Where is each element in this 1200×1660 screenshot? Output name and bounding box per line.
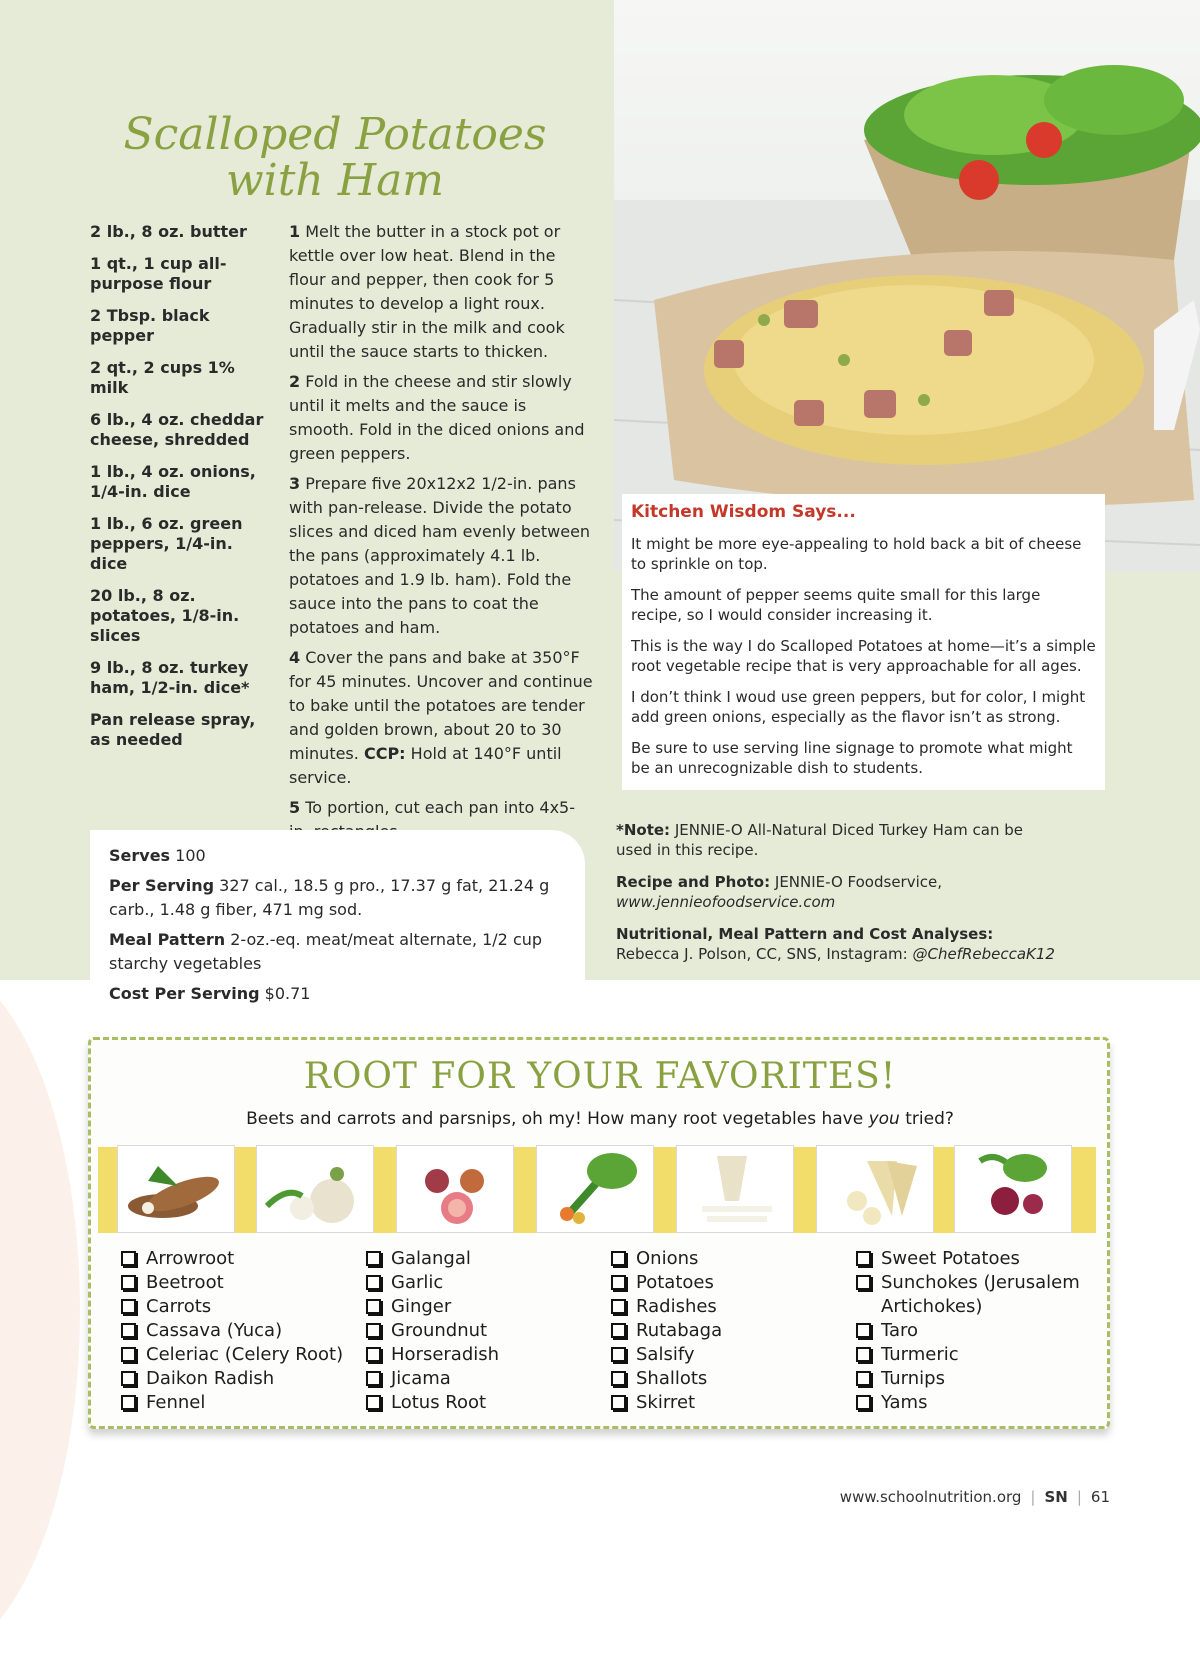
recipe-title-line1: Scalloped Potatoes xyxy=(123,109,547,160)
serves-label: Serves xyxy=(109,846,171,865)
step-text: Fold in the cheese and stir slowly until it melts and the sauce is smooth. Fold in the diced onions and green peppers. xyxy=(289,372,585,463)
recipe-title xyxy=(90,109,580,206)
checklist-item[interactable]: Lotus Root xyxy=(363,1391,591,1415)
step-number: 2 xyxy=(289,372,301,391)
checkbox[interactable] xyxy=(856,1323,871,1338)
checkbox[interactable] xyxy=(611,1347,626,1362)
wisdom-paragraph: This is the way I do Scalloped Potatoes at home—it’s a simple root vegetable recipe that is very approachable for all ages. xyxy=(631,637,1096,675)
cost-label: Cost Per Serving xyxy=(109,984,260,1003)
checklist-item[interactable]: Beetroot xyxy=(118,1271,346,1295)
checklist-item[interactable]: Salsify xyxy=(608,1343,836,1367)
ingredient-item: Pan release spray, as needed xyxy=(90,710,256,749)
wisdom-heading: Kitchen Wisdom Says... xyxy=(631,502,856,522)
checklist-item[interactable]: Skirret xyxy=(608,1391,836,1415)
checkbox[interactable] xyxy=(611,1299,626,1314)
checklist-column-2 xyxy=(363,1247,591,1415)
checklist-item[interactable]: Taro xyxy=(853,1319,1081,1343)
checklist-item[interactable]: Rutabaga xyxy=(608,1319,836,1343)
checkbox[interactable] xyxy=(611,1251,626,1266)
footer-site[interactable]: www.schoolnutrition.org xyxy=(839,1488,1022,1506)
wisdom-paragraph: Be sure to use serving line signage to promote what might be an unrecognizable dish to students. xyxy=(631,739,1073,777)
checkbox[interactable] xyxy=(856,1347,871,1362)
parsnip-image xyxy=(816,1145,934,1233)
checklist-item[interactable]: Carrots xyxy=(118,1295,346,1319)
checklist-item[interactable]: Celeriac (Celery Root) xyxy=(118,1343,346,1367)
ingredient-item: 2 Tbsp. black pepper xyxy=(90,306,210,345)
note-label: *Note: xyxy=(616,821,671,839)
checkbox[interactable] xyxy=(366,1299,381,1314)
recipe-credit-text: JENNIE-O Foodservice, xyxy=(774,873,943,891)
checklist-column-1 xyxy=(118,1247,346,1415)
checkbox[interactable] xyxy=(611,1275,626,1290)
analysis-text: Rebecca J. Polson, CC, SNS, Instagram: xyxy=(616,945,908,963)
checklist-item[interactable]: Horseradish xyxy=(363,1343,591,1367)
checkbox[interactable] xyxy=(611,1371,626,1386)
step xyxy=(289,370,594,466)
checklist-item[interactable]: Shallots xyxy=(608,1367,836,1391)
checklist-item[interactable]: Groundnut xyxy=(363,1319,591,1343)
recipe-credit xyxy=(616,872,1056,912)
jicama-image xyxy=(676,1145,794,1233)
checklist-item[interactable]: Turmeric xyxy=(853,1343,1081,1367)
nutrition-box xyxy=(90,830,585,1025)
checklist-item[interactable]: Yams xyxy=(853,1391,1081,1415)
analysis-label: Nutritional, Meal Pattern and Cost Analyses: xyxy=(616,925,994,943)
checklist-column-3 xyxy=(608,1247,836,1415)
ingredient-item: 9 lb., 8 oz. turkey ham, 1/2-in. dice* xyxy=(90,658,250,697)
serves-value: 100 xyxy=(175,846,206,865)
checklist-item[interactable]: Fennel xyxy=(118,1391,346,1415)
cost-value: $0.71 xyxy=(264,984,311,1003)
checkbox[interactable] xyxy=(121,1299,136,1314)
wisdom-paragraph: I don’t think I woud use green peppers, but for color, I might add green onions, especially as the flavor isn’t as strong. xyxy=(631,688,1086,726)
ingredient-item: 2 qt., 2 cups 1% milk xyxy=(90,358,235,397)
step-number: 5 xyxy=(289,798,301,817)
checklist-item[interactable]: Arrowroot xyxy=(118,1247,346,1271)
wisdom-paragraph: It might be more eye-appealing to hold back a bit of cheese to sprinkle on top. xyxy=(631,535,1082,573)
ingredients-list xyxy=(90,222,270,762)
analysis-credit xyxy=(616,924,1056,964)
checklist-item[interactable]: Radishes xyxy=(608,1295,836,1319)
checkbox[interactable] xyxy=(366,1371,381,1386)
checklist-item[interactable]: Daikon Radish xyxy=(118,1367,346,1391)
checklist-item[interactable]: Sunchokes (Jerusalem Artichokes) xyxy=(853,1271,1081,1319)
checkbox[interactable] xyxy=(366,1347,381,1362)
note-text: JENNIE-O All-Natural Diced Turkey Ham can be used in this recipe. xyxy=(616,821,1023,859)
step-number: 1 xyxy=(289,222,301,241)
instructions xyxy=(289,220,594,850)
note xyxy=(616,820,1056,860)
ingredient-item: 1 lb., 4 oz. onions, 1/4-in. dice xyxy=(90,462,256,501)
recipe-title-line2: with Ham xyxy=(225,155,445,206)
checkbox[interactable] xyxy=(366,1395,381,1410)
beet-image xyxy=(396,1145,514,1233)
checkbox[interactable] xyxy=(121,1323,136,1338)
checkbox[interactable] xyxy=(366,1275,381,1290)
checklist-item[interactable]: Galangal xyxy=(363,1247,591,1271)
step-number: 3 xyxy=(289,474,301,493)
page-footer: www.schoolnutrition.org | SN | 61 xyxy=(839,1488,1110,1506)
checkbox[interactable] xyxy=(366,1251,381,1266)
checkbox[interactable] xyxy=(121,1275,136,1290)
recipe-notes xyxy=(616,820,1056,976)
step-number: 4 xyxy=(289,648,301,667)
ingredient-item: 20 lb., 8 oz. potatoes, 1/8-in. slices xyxy=(90,586,240,645)
checklist-item[interactable]: Jicama xyxy=(363,1367,591,1391)
root-title: ROOT FOR YOUR FAVORITES! xyxy=(303,1056,897,1097)
checkbox[interactable] xyxy=(856,1275,871,1290)
checkbox[interactable] xyxy=(121,1371,136,1386)
ingredient-item: 1 lb., 6 oz. green peppers, 1/4-in. dice xyxy=(90,514,243,573)
cassava-image xyxy=(117,1145,235,1233)
checklist-item[interactable]: Sweet Potatoes xyxy=(853,1247,1081,1271)
radish-image xyxy=(536,1145,654,1233)
checkbox[interactable] xyxy=(121,1395,136,1410)
per-serving-label: Per Serving xyxy=(109,876,215,895)
checkbox[interactable] xyxy=(856,1251,871,1266)
wisdom-paragraph: The amount of pepper seems quite small for this large recipe, so I would consider increasing it. xyxy=(631,586,1041,624)
checklist-item[interactable]: Cassava (Yuca) xyxy=(118,1319,346,1343)
checkbox[interactable] xyxy=(121,1347,136,1362)
step xyxy=(289,472,594,640)
checkbox[interactable] xyxy=(856,1395,871,1410)
checklist-item[interactable]: Turnips xyxy=(853,1367,1081,1391)
celeriac-image xyxy=(256,1145,374,1233)
meal-pattern-value: 2-oz.-eq. meat/meat alternate, 1/2 cup starchy vegetables xyxy=(109,930,543,973)
step-text: Cover the pans and bake at 350°F for 45 minutes. Uncover and continue to bake until the potatoes are tender and golden brown, about 20 to 30 minutes. xyxy=(289,648,593,763)
ingredient-item: 2 lb., 8 oz. butter xyxy=(90,222,247,241)
footer-mag: SN xyxy=(1044,1488,1068,1506)
checkbox[interactable] xyxy=(366,1323,381,1338)
kitchen-wisdom-box xyxy=(622,494,1105,790)
checklist-item[interactable]: Potatoes xyxy=(608,1271,836,1295)
ccp-text: Hold at 140°F until service. xyxy=(289,744,562,787)
checkbox[interactable] xyxy=(611,1395,626,1410)
step-text: Prepare five 20x12x2 1/2-in. pans with pan-release. Divide the potato slices and diced ham evenly between the pans (approximately 4.1 lb. potatoes and 1.9 lb. ham). Fold the sauce into the pans to coat the potatoes and ham. xyxy=(289,474,591,637)
recipe-url: www.jennieofoodservice.com xyxy=(616,893,836,911)
page-number: 61 xyxy=(1090,1488,1110,1506)
checklist-column-4 xyxy=(853,1247,1081,1415)
ccp-label: CCP: xyxy=(363,744,406,763)
ingredient-item: 1 qt., 1 cup all-purpose flour xyxy=(90,254,227,293)
recipe-credit-label: Recipe and Photo: xyxy=(616,873,771,891)
per-serving-value: 327 cal., 18.5 g pro., 17.37 g fat, 21.24 g carb., 1.48 g fiber, 471 mg sod. xyxy=(109,876,550,919)
beetroot-image xyxy=(954,1145,1072,1233)
analysis-handle: @ChefRebeccaK12 xyxy=(912,945,1055,963)
checklist-item[interactable]: Onions xyxy=(608,1247,836,1271)
ingredient-item: 6 lb., 4 oz. cheddar cheese, shredded xyxy=(90,410,264,449)
step xyxy=(289,220,594,364)
step xyxy=(289,646,594,790)
checklist-item[interactable]: Garlic xyxy=(363,1271,591,1295)
checkbox[interactable] xyxy=(611,1323,626,1338)
step-text: Melt the butter in a stock pot or kettle over low heat. Blend in the flour and pepper, then cook for 5 minutes to develop a light roux. Gradually stir in the milk and cook until the sauce starts to thicken. xyxy=(289,222,565,361)
checklist-item[interactable]: Ginger xyxy=(363,1295,591,1319)
checkbox[interactable] xyxy=(121,1251,136,1266)
food-photo xyxy=(614,0,1200,572)
root-subtitle: Beets and carrots and parsnips, oh my! How many root vegetables have you tried? xyxy=(246,1109,954,1129)
step-text: To portion, cut each pan into 4x5- xyxy=(305,798,575,817)
meal-pattern-label: Meal Pattern xyxy=(109,930,226,949)
checkbox[interactable] xyxy=(856,1371,871,1386)
